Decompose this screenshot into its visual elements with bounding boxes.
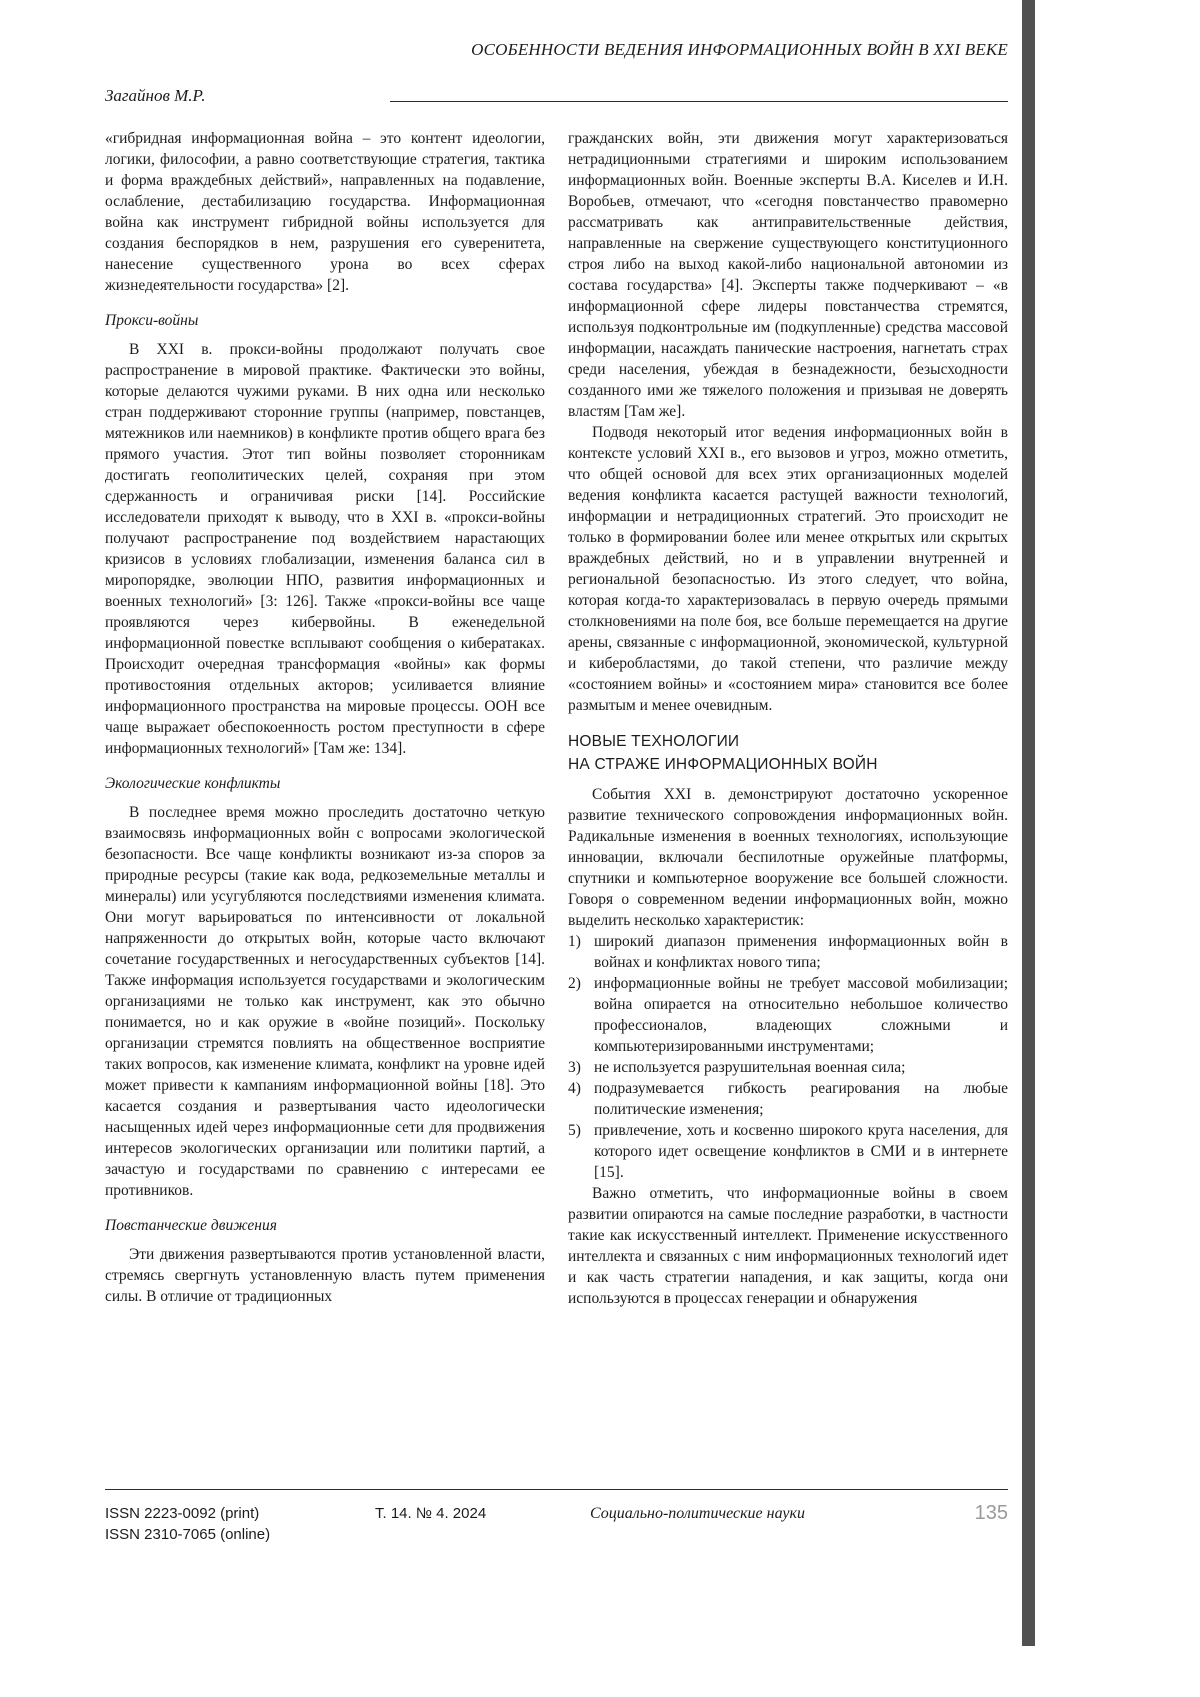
technologies-intro-paragraph: События XXI в. демонстрируют достаточно ускоренное развитие технического сопровождения информационных войн. Радикальные изменения в военных технологиях, использующие инновации, включали беспилотные оружейные платформы, спутники и компьютерное вооружение все большей сложности. Говоря о современном ведении информационных войн, можно выделить несколько характеристик: [568,786,1008,929]
continuation-paragraph: гражданских войн, эти движения могут характеризоваться нетрадиционными стратегиями и широким использованием информационных войн. Военные эксперты В.А. Киселев и И.Н. Воробьев, отмечают, что «сегодня повстанчество правомерно рассматривать как антиправительственные действия, направленные на свержение существующего конституционного строя либо на выход какой-либо национальной автономии из состава государства» [4]. Эксперты также подчеркивают – «в информационной сфере лидеры повстанчества стремятся, используя подконтрольные им (подкупленные) средства массовой информации, насаждать панические настроения, нагнетать страх среди населения, убеждая в безнадежности, безысходности созданного ими же тяжелого положения и призывая не доверять властям [Там же]. [568,130,1008,420]
page-footer [105,1503,1008,1545]
list-item [568,1057,1008,1078]
characteristics-list [568,931,1008,1183]
issn-online: ISSN 2310-7065 (online) [105,1526,271,1543]
article-body [105,128,1008,1480]
intro-paragraph: «гибридная информационная война – это контент идеологии, логики, философии, а равно соответствующие стратегия, тактика и форма враждебных действий», направленных на подавление, ослабление, дестабилизацию государства. Информационная война как инструмент гибридной войны используется для создания беспорядков в нем, разрушения его суверенитета, нанесение существенного урона во всех сферах жизнедеятельности государства» [2]. [105,130,545,294]
journal-name: Социально-политические науки [590,1505,805,1522]
section-heading-proxy-wars: Прокси-войны [105,312,199,329]
list-item-text: широкий диапазон применения информационных войн в войнах и конфликтах нового типа; [594,933,1008,971]
issn-print: ISSN 2223-0092 (print) [105,1505,260,1522]
left-column [105,128,545,1480]
list-item [568,931,1008,973]
running-title: ОСОБЕННОСТИ ВЕДЕНИЯ ИНФОРМАЦИОННЫХ ВОЙН В XXI ВЕКЕ [471,40,1008,59]
ecological-conflicts-paragraph: В последнее время можно проследить достаточно четкую взаимосвязь информационных войн с вопросами экологической безопасности. Все чаще конфликты возникают из-за споров за природные ресурсы (такие как вода, редкоземельные металлы и минералы) или усугубляются последствиями изменения климата. Они могут варьироваться по интенсивности от локальной напряженности до открытых войн, которые часто включают сочетание государственных и негосударственных субъектов [14]. Также информация используется государствами и экологическим организациями не только как инструмент, как это обычно понимается, но и как оружие в «войне позиций». Поскольку организации стремятся повлиять на общественное восприятие таких вопросов, как изменение климата, конфликт на уровне идей может привести к кампаниям информационной войны [18]. Это касается создания и развертывания часто идеологически насыщенных идей через информационные сети для продвижения интересов экологических организации или политики партий, а зачастую и государствами по сравнению с интересами ее противников. [105,804,545,1199]
list-item [568,1078,1008,1120]
author-name: Загайнов М.Р. [105,86,206,105]
volume-issue: Т. 14. № 4. 2024 [375,1505,487,1522]
issn-block [105,1503,375,1545]
list-item-text: привлечение, хоть и косвенно широкого круга населения, для которого идет освещение конфликтов в СМИ и в интернете [15]. [594,1122,1008,1181]
right-column [568,128,1008,1480]
list-item-text: информационные войны не требует массовой мобилизации; война опирается на относительно небольшое количество профессионалов, владеющих сложными и компьютеризированными инструментами; [594,975,1008,1055]
list-item [568,973,1008,1057]
list-item-number: 1) [568,933,581,950]
list-item-text: не используется разрушительная военная сила; [594,1059,906,1076]
page-number: 135 [974,1502,1008,1524]
list-item [568,1120,1008,1183]
list-item-number: 2) [568,975,581,992]
section-heading-line1: НОВЫЕ ТЕХНОЛОГИИ [568,733,740,750]
list-item-number: 5) [568,1122,581,1139]
section-heading-insurgent-movements: Повстанческие движения [105,1217,277,1234]
proxy-wars-paragraph: В XXI в. прокси-войны продолжают получать свое распространение в мировой практике. Фактически это войны, которые делаются чужими руками. В них одна или несколько стран поддерживают сторонние группы (например, повстанцев, мятежников или наемников) в конфликте против общего врага без прямого участия. Этот тип войны позволяет сторонникам достигать геополитических целей, сохраняя при этом сдержанность и ограничивая риски [14]. Российские исследователи приходят к выводу, что в XXI в. «прокси-войны получают распространение под воздействием нарастающих кризисов в условиях глобализации, изменения баланса сил в миропорядке, эволюции НПО, развития информационных и военных технологий» [3: 126]. Также «прокси-войны все чаще проявляются через кибервойны. В еженедельной информационной повестке всплывают сообщения о кибератаках. Происходит очередная трансформация «войны» как формы противостояния отдельных акторов; усиливается влияние информационного пространства на мировые процессы. ООН все чаще выражает обеспокоенность ростом преступности в сфере информационных технологий» [Там же: 134]. [105,341,545,757]
page-edge-bar [1022,0,1035,1646]
section-heading-new-technologies [568,730,1008,776]
header-rule [390,101,1008,102]
list-item-text: подразумевается гибкость реагирования на любые политические изменения; [594,1080,1008,1118]
list-item-number: 4) [568,1080,581,1097]
footer-rule [105,1489,1008,1490]
summary-paragraph: Подводя некоторый итог ведения информационных войн в контексте условий XXI в., его вызовов и угроз, можно отметить, что общей основой для всех этих организационных моделей ведения конфликта касается растущей важности технологий, информации и нетрадиционных стратегий. Это происходит не только в формировании более или менее открытых или скрытых враждебных действий, но и в управлении внутренней и региональной безопасностью. Из этого следует, что война, которая когда-то характеризовалась в первую очередь прямыми столкновениями на поле боя, все больше перемещается на другие арены, связанные с информационной, экономической, культурной и киберобластями, до такой степени, что различие между «состоянием войны» и «состоянием мира» становится все более размытым и менее очевидным. [568,424,1008,714]
ai-paragraph: Важно отметить, что информационные войны в своем развитии опираются на самые последние разработки, в частности такие как искусственный интеллект. Применение искусственного интеллекта и связанных с ним информационных технологий идет и как часть стратегии нападения, и как защиты, когда они используются в процессах генерации и обнаружения [568,1185,1008,1307]
list-item-number: 3) [568,1059,581,1076]
section-heading-ecological-conflicts: Экологические конфликты [105,775,281,792]
insurgent-movements-paragraph: Эти движения развертываются против установленной власти, стремясь свергнуть установленную власть путем применения силы. В отличие от традиционных [105,1246,545,1305]
section-heading-line2: НА СТРАЖЕ ИНФОРМАЦИОННЫХ ВОЙН [568,756,878,773]
